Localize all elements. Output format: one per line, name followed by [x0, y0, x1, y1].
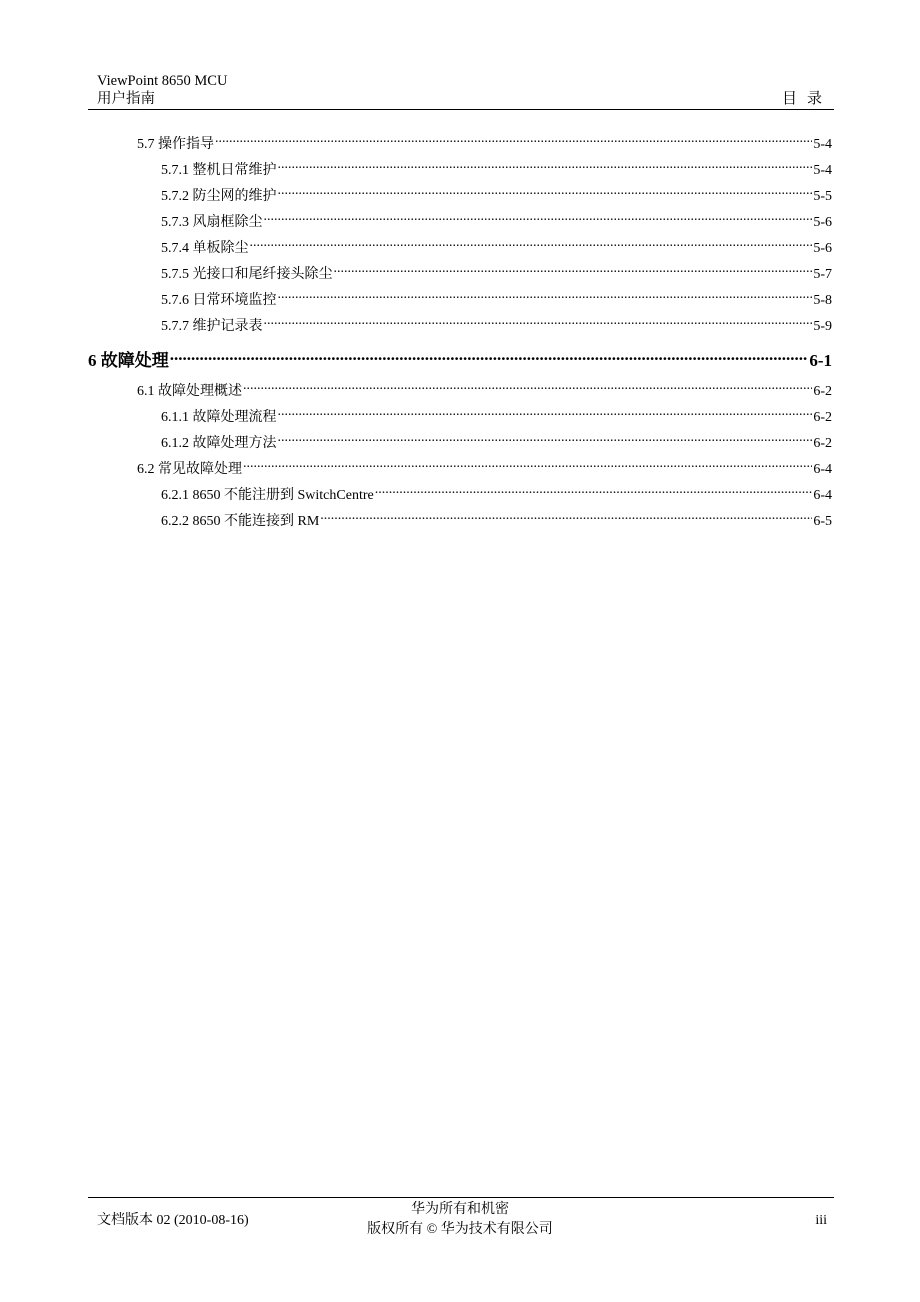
toc-entry-title [161, 240, 249, 258]
toc-dot-leader [334, 264, 813, 278]
toc-entry-text: 维护记录表 [192, 319, 263, 334]
toc-entry-title [161, 266, 333, 284]
document-type: 用户指南 [97, 91, 155, 107]
toc-entry-number: 6.2.2 [161, 514, 189, 529]
header-divider [88, 109, 834, 110]
toc-dot-leader [278, 160, 813, 174]
toc-entry-page: 5-6 [813, 215, 832, 230]
copyright-notice: 版权所有 © 华为技术有限公司 [367, 1222, 553, 1237]
toc-entry-page: 5-6 [813, 241, 832, 256]
toc-entry[interactable] [161, 407, 832, 427]
toc-entry-number: 5.7.2 [161, 189, 189, 204]
toc-entry-text: 8650 不能连接到 RM [192, 514, 320, 529]
toc-entry[interactable] [161, 316, 832, 336]
toc-entry-number: 6.2 [137, 462, 155, 477]
toc-entry-title [161, 188, 277, 206]
toc-entry-text: 故障处理 [100, 351, 169, 370]
toc-entry-number: 5.7.6 [161, 293, 189, 308]
toc-dot-leader [243, 459, 812, 473]
toc-entry-number: 6 [88, 351, 97, 370]
toc-entry-text: 风扇框除尘 [192, 215, 263, 230]
toc-entry[interactable] [161, 212, 832, 232]
toc-entry-number: 5.7.5 [161, 267, 189, 282]
toc-entry-page: 5-9 [813, 319, 832, 334]
toc-entry[interactable] [161, 264, 832, 284]
toc-entry-title [161, 318, 263, 336]
toc-entry-title [137, 136, 214, 154]
toc-entry[interactable] [161, 511, 832, 531]
toc-entry-title [161, 214, 263, 232]
toc-entry-title [88, 350, 169, 372]
toc-entry-number: 6.1.1 [161, 410, 189, 425]
toc-entry-title [137, 461, 242, 479]
toc-entry[interactable] [161, 433, 832, 453]
toc-entry-page: 5-7 [813, 267, 832, 282]
toc-entry[interactable] [137, 459, 832, 479]
toc-entry-number: 5.7.1 [161, 163, 189, 178]
toc-entry-text: 故障处理概述 [158, 384, 242, 399]
toc-entry-number: 5.7.3 [161, 215, 189, 230]
footer-center [300, 1200, 620, 1240]
toc-entry-page: 5-4 [813, 137, 832, 152]
toc-entry[interactable] [161, 290, 832, 310]
toc-entry-title [161, 162, 277, 180]
toc-entry-page: 5-4 [813, 163, 832, 178]
section-title: 目录 [781, 91, 832, 107]
toc-entry-title [161, 292, 277, 310]
toc-dot-leader [264, 212, 813, 226]
toc-entry-number: 6.1.2 [161, 436, 189, 451]
toc-entry-text: 故障处理流程 [192, 410, 277, 425]
page-header [97, 72, 227, 108]
page-number: iii [815, 1213, 827, 1228]
toc-entry[interactable] [137, 381, 832, 401]
toc-dot-leader [278, 186, 813, 200]
toc-dot-leader [170, 349, 809, 366]
toc-entry-page: 6-2 [813, 410, 832, 425]
toc-dot-leader [278, 290, 813, 304]
toc-dot-leader [278, 433, 813, 447]
confidential-notice: 华为所有和机密 [411, 1202, 509, 1217]
toc-entry-text: 故障处理方法 [192, 436, 277, 451]
toc-entry-text: 常见故障处理 [158, 462, 242, 477]
toc-entry-text: 整机日常维护 [192, 163, 277, 178]
toc-entry-page: 6-4 [813, 488, 832, 503]
toc-dot-leader [320, 511, 812, 525]
toc-entry-number: 5.7.7 [161, 319, 189, 334]
toc-entry-text: 防尘网的维护 [192, 189, 277, 204]
product-name: ViewPoint 8650 MCU [97, 73, 228, 89]
toc-entry-page: 6-1 [809, 351, 832, 370]
toc-dot-leader [264, 316, 813, 330]
toc-entry-text: 8650 不能注册到 SwitchCentre [192, 488, 374, 503]
toc-entry[interactable] [161, 238, 832, 258]
toc-entry-title [161, 409, 277, 427]
toc-dot-leader [215, 134, 812, 148]
toc-entry-title [137, 383, 242, 401]
toc-dot-leader [243, 381, 812, 395]
document-version: 文档版本 02 (2010-08-16) [97, 1213, 249, 1228]
toc-entry-number: 5.7 [137, 137, 155, 152]
toc-dot-leader [278, 407, 813, 421]
toc-entry-number: 6.1 [137, 384, 155, 399]
toc-entry-text: 操作指导 [158, 137, 214, 152]
toc-entry-number: 5.7.4 [161, 241, 189, 256]
toc-entry[interactable] [137, 134, 832, 154]
toc-entry[interactable] [161, 186, 832, 206]
toc-entry-page: 5-5 [813, 189, 832, 204]
toc-entry-page: 5-8 [813, 293, 832, 308]
toc-entry-page: 6-2 [813, 436, 832, 451]
toc-entry-page: 6-5 [813, 514, 832, 529]
toc-entry[interactable] [88, 349, 832, 372]
toc-entry-title [161, 435, 277, 453]
toc-entry-text: 光接口和尾纤接头除尘 [192, 267, 333, 282]
toc-entry-text: 单板除尘 [192, 241, 249, 256]
toc-entry-text: 日常环境监控 [192, 293, 277, 308]
toc-entry-number: 6.2.1 [161, 488, 189, 503]
toc-entry[interactable] [161, 160, 832, 180]
toc-entry[interactable] [161, 485, 832, 505]
toc-entry-title [161, 513, 319, 531]
toc-dot-leader [250, 238, 813, 252]
toc-entry-title [161, 487, 374, 505]
toc-dot-leader [375, 485, 813, 499]
toc-entry-page: 6-2 [813, 384, 832, 399]
footer-divider [88, 1197, 834, 1198]
toc-entry-page: 6-4 [813, 462, 832, 477]
